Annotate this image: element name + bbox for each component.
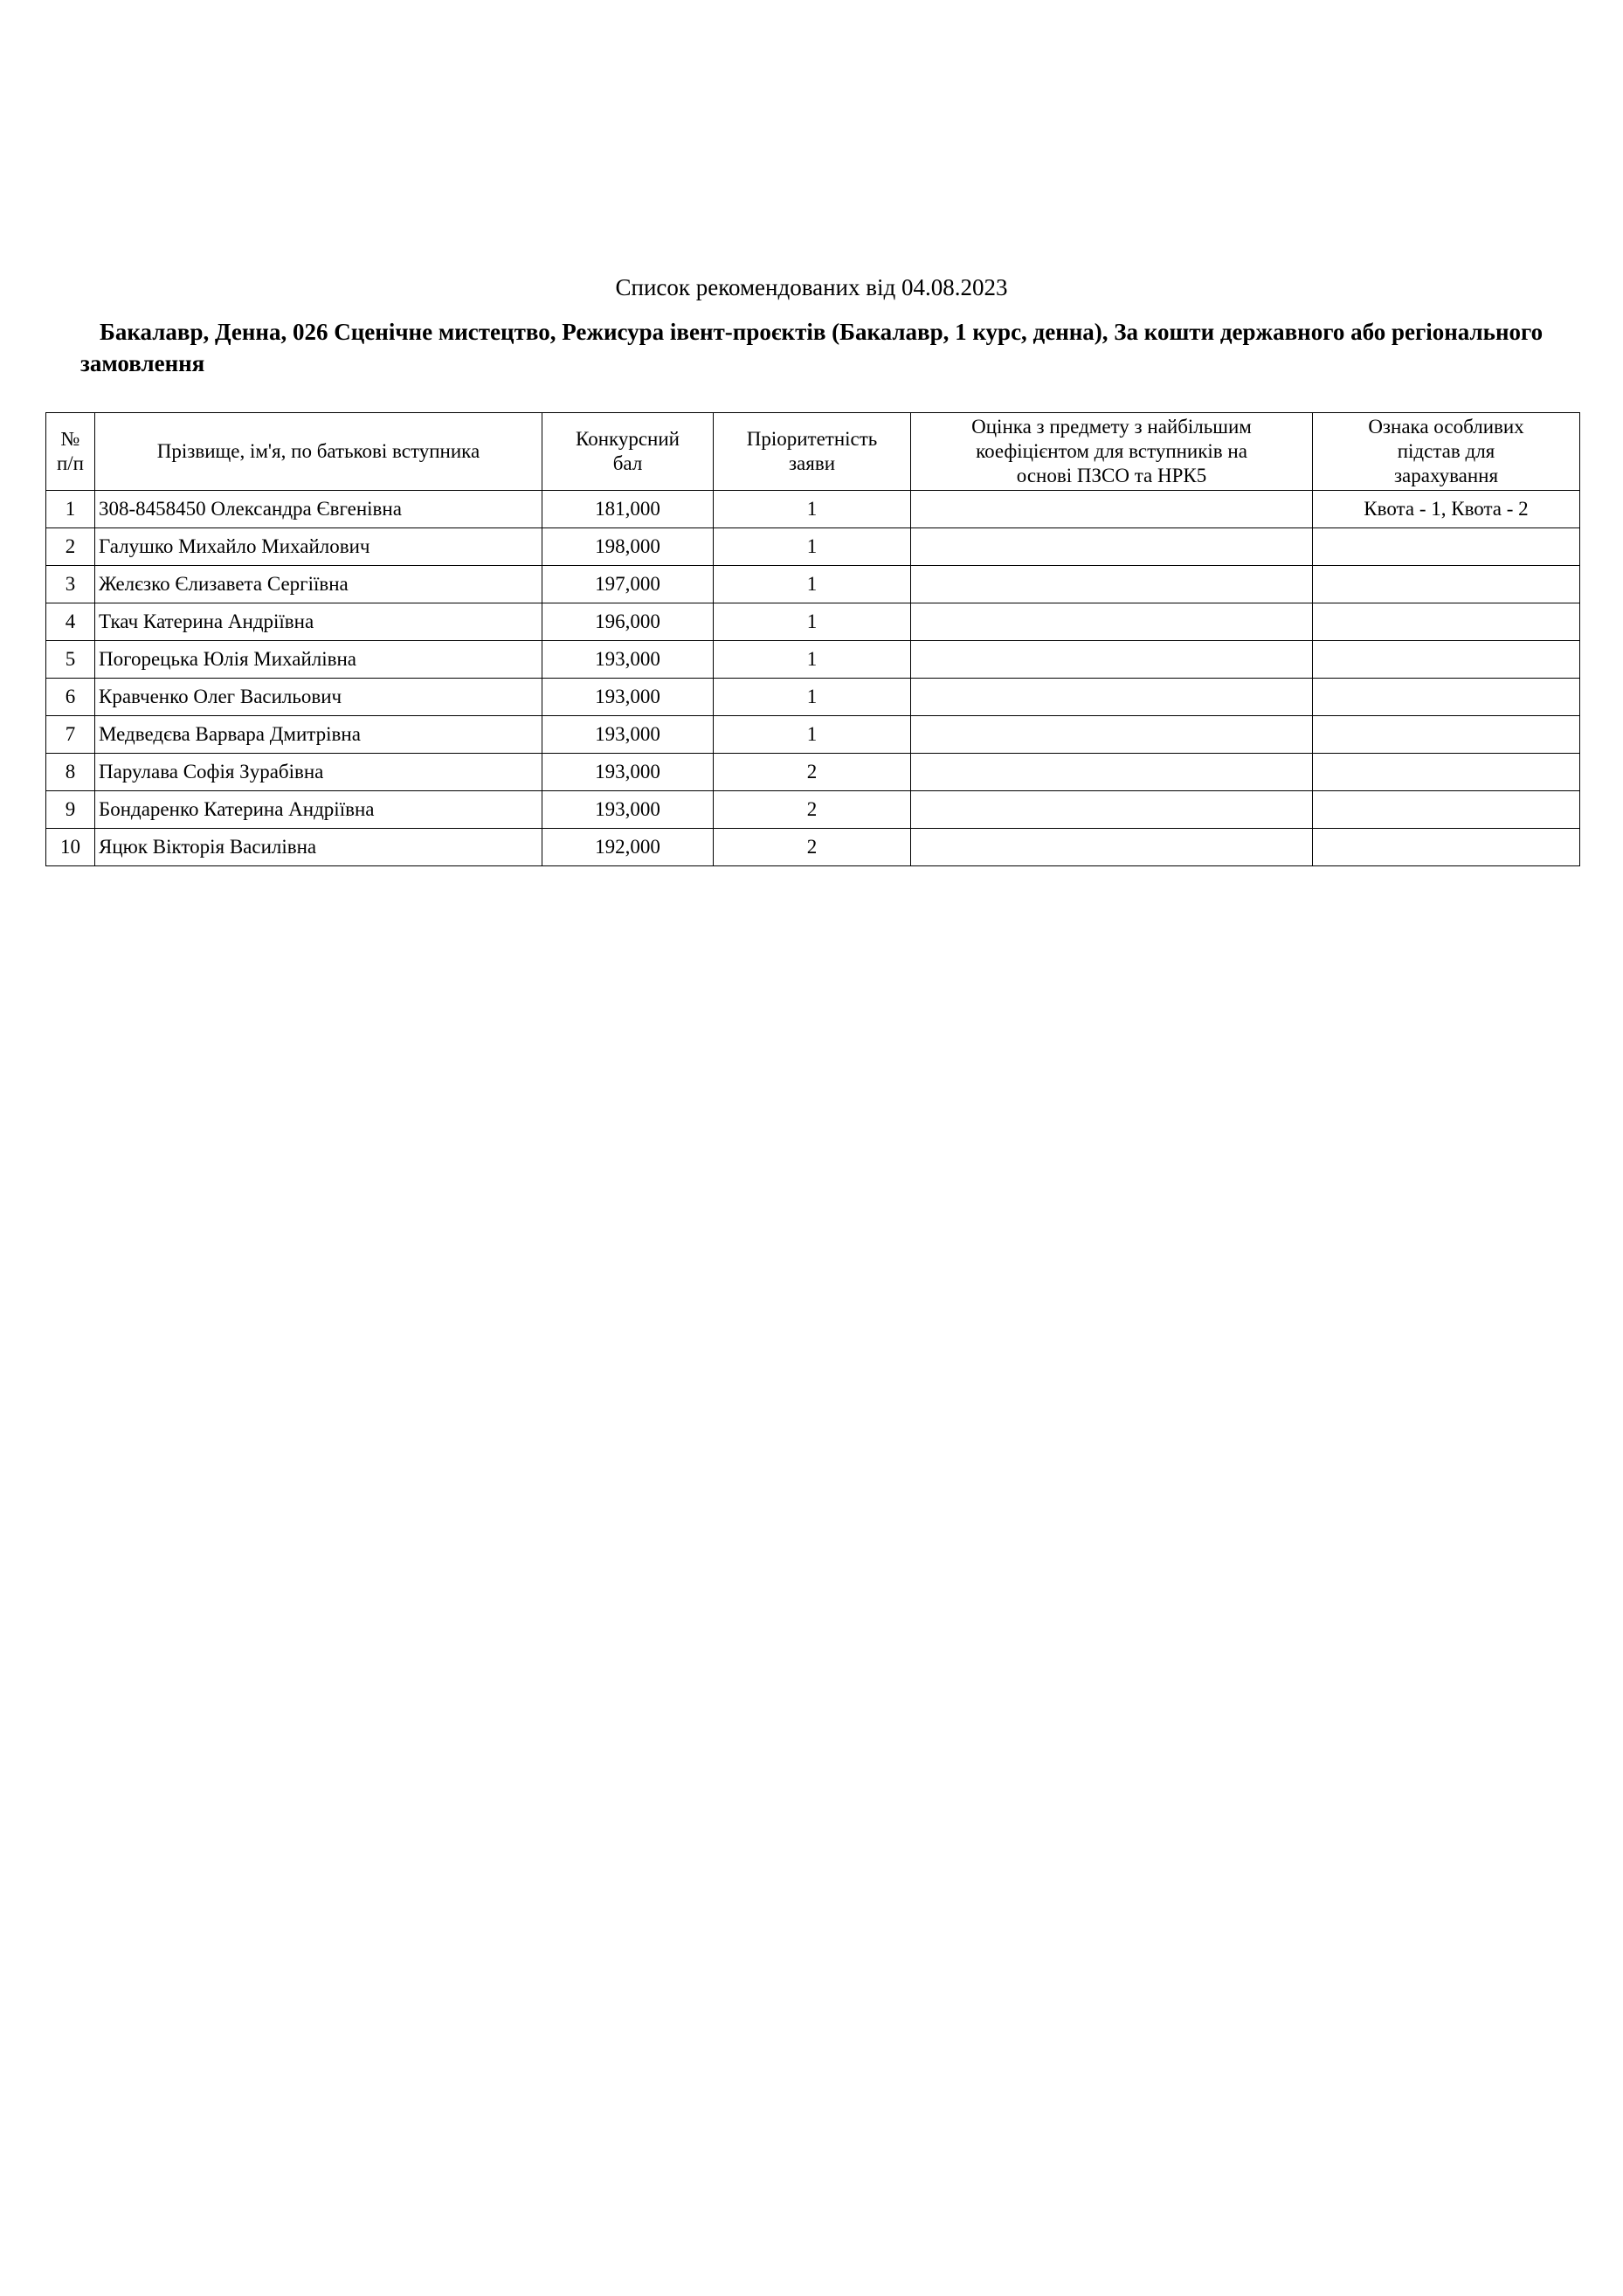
cell-priority: 1 [714, 528, 911, 566]
cell-score: 192,000 [542, 829, 714, 866]
cell-number: 4 [46, 603, 95, 641]
table-row [46, 603, 1580, 641]
cell-priority: 1 [714, 679, 911, 716]
cell-name: Медведєва Варвара Дмитрівна [95, 716, 542, 754]
cell-priority: 2 [714, 791, 911, 829]
page-title: Список рекомендованих від 04.08.2023 [615, 274, 1008, 300]
cell-name: Галушко Михайло Михайлович [95, 528, 542, 566]
column-header-priority-line1: Пріоритетність [746, 428, 878, 450]
cell-special [1313, 603, 1580, 641]
column-header-number-line2: п/п [56, 452, 84, 474]
column-header-mark-line2: коефіцієнтом для вступників на [976, 440, 1247, 462]
column-header-score-line1: Конкурсний [576, 428, 680, 450]
cell-special [1313, 716, 1580, 754]
cell-mark [911, 791, 1313, 829]
table-row [46, 791, 1580, 829]
cell-mark [911, 829, 1313, 866]
table-header [46, 413, 1580, 491]
cell-score: 197,000 [542, 566, 714, 603]
column-header-score [542, 413, 714, 491]
cell-mark [911, 716, 1313, 754]
cell-mark [911, 528, 1313, 566]
cell-special [1313, 829, 1580, 866]
column-header-special-line3: зарахування [1393, 465, 1499, 486]
cell-name: Желєзко Єлизавета Сергіївна [95, 566, 542, 603]
recommended-list-table [45, 412, 1580, 866]
table-row [46, 491, 1580, 528]
column-header-special-line2: підстав для [1397, 440, 1495, 462]
cell-mark [911, 679, 1313, 716]
cell-name: 308-8458450 Олександра Євгенівна [95, 491, 542, 528]
cell-score: 196,000 [542, 603, 714, 641]
column-header-priority-line2: заяви [788, 452, 836, 474]
cell-mark [911, 754, 1313, 791]
cell-special [1313, 679, 1580, 716]
cell-score: 193,000 [542, 679, 714, 716]
table-body [46, 491, 1580, 866]
column-header-mark-line3: основі ПЗСО та НРК5 [1016, 465, 1207, 486]
cell-mark [911, 641, 1313, 679]
cell-score: 181,000 [542, 491, 714, 528]
cell-priority: 1 [714, 641, 911, 679]
cell-score: 198,000 [542, 528, 714, 566]
cell-priority: 1 [714, 716, 911, 754]
cell-priority: 1 [714, 491, 911, 528]
cell-number: 7 [46, 716, 95, 754]
cell-priority: 1 [714, 603, 911, 641]
cell-score: 193,000 [542, 754, 714, 791]
cell-priority: 2 [714, 754, 911, 791]
cell-mark [911, 491, 1313, 528]
cell-number: 6 [46, 679, 95, 716]
cell-name: Яцюк Вікторія Василівна [95, 829, 542, 866]
cell-number: 5 [46, 641, 95, 679]
cell-special [1313, 641, 1580, 679]
page-subtitle: Бакалавр, Денна, 026 Сценічне мистецтво, Режисура івент-проєктів (Бакалавр, 1 курс, денна), За кошти державного або регіонального замовлення [80, 319, 1544, 376]
column-header-name [95, 413, 542, 491]
column-header-number-line1: № [60, 428, 80, 450]
column-header-score-line2: бал [612, 452, 643, 474]
table-row [46, 829, 1580, 866]
cell-number: 2 [46, 528, 95, 566]
column-header-number [46, 413, 95, 491]
cell-number: 9 [46, 791, 95, 829]
cell-priority: 1 [714, 566, 911, 603]
table-header-row [46, 413, 1580, 491]
column-header-priority [714, 413, 911, 491]
table-row [46, 641, 1580, 679]
cell-number: 10 [46, 829, 95, 866]
column-header-mark-line1: Оцінка з предмету з найбільшим [971, 416, 1252, 438]
cell-special [1313, 566, 1580, 603]
column-header-special [1313, 413, 1580, 491]
cell-number: 1 [46, 491, 95, 528]
cell-name: Парулава Софія Зурабівна [95, 754, 542, 791]
cell-mark [911, 566, 1313, 603]
cell-special [1313, 754, 1580, 791]
cell-special [1313, 791, 1580, 829]
cell-score: 193,000 [542, 716, 714, 754]
cell-mark [911, 603, 1313, 641]
cell-priority: 2 [714, 829, 911, 866]
column-header-name-line1: Прізвище, ім'я, по батькові вступника [156, 440, 480, 462]
cell-score: 193,000 [542, 641, 714, 679]
table-row [46, 754, 1580, 791]
cell-name: Ткач Катерина Андріївна [95, 603, 542, 641]
cell-name: Погорецька Юлія Михайлівна [95, 641, 542, 679]
column-header-mark [911, 413, 1313, 491]
cell-score: 193,000 [542, 791, 714, 829]
cell-special: Квота - 1, Квота - 2 [1313, 491, 1580, 528]
table-row [46, 528, 1580, 566]
column-header-special-line1: Ознака особливих [1368, 416, 1524, 438]
table-row [46, 679, 1580, 716]
table-row [46, 716, 1580, 754]
cell-number: 8 [46, 754, 95, 791]
cell-special [1313, 528, 1580, 566]
cell-number: 3 [46, 566, 95, 603]
cell-name: Кравченко Олег Васильович [95, 679, 542, 716]
table-row [46, 566, 1580, 603]
cell-name: Бондаренко Катерина Андріївна [95, 791, 542, 829]
